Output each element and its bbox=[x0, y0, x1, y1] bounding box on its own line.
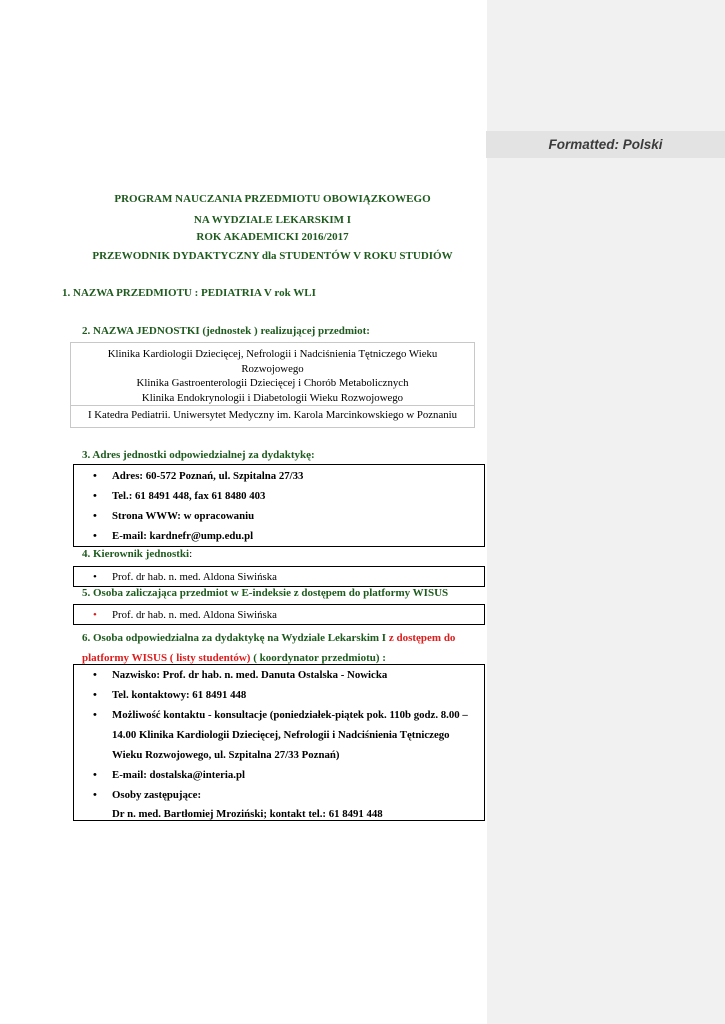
section-6-heading-green: 6. Osoba odpowiedzialna za dydaktykę na Wydziale Lekarskim I bbox=[82, 632, 387, 644]
document-title-line-3: ROK AKADEMICKI 2016/2017 bbox=[196, 231, 349, 243]
unit-line: Rozwojowego bbox=[241, 362, 304, 375]
address-box bbox=[73, 464, 485, 547]
comments-pane-title: Formatted: Polski bbox=[486, 131, 725, 158]
section-4-heading-text: 4. Kierownik jednostki bbox=[82, 548, 190, 560]
section-1-heading: 1. NAZWA PRZEDMIOTU : PEDIATRIA V rok WLI bbox=[62, 287, 316, 299]
document-title-line-2: NA WYDZIALE LEKARSKIM I bbox=[193, 214, 352, 226]
list-item: • E-mail: dostalska@interia.pl bbox=[74, 765, 484, 785]
head-box bbox=[73, 566, 485, 587]
section-2-heading: 2. NAZWA JEDNOSTKI (jednostek ) realizującej przedmiot: bbox=[82, 325, 370, 337]
section-6-heading-red-1: z dostępem do bbox=[386, 632, 456, 644]
unit-line: Klinika Kardiologii Dziecięcej, Nefrologii i Nadciśnienia Tętniczego Wieku bbox=[107, 348, 438, 360]
list-item: • Nazwisko: Prof. dr hab. n. med. Danuta Ostalska - Nowicka bbox=[74, 665, 484, 685]
list-item: • Prof. dr hab. n. med. Aldona Siwińska bbox=[74, 567, 484, 587]
section-6-heading bbox=[82, 628, 487, 668]
section-6-heading-green-2: ( koordynator przedmiotu) : bbox=[250, 652, 386, 664]
substitute-person: Dr n. med. Bartłomiej Mroziński; kontakt tel.: 61 8491 448 bbox=[112, 808, 383, 820]
section-4-heading bbox=[82, 548, 192, 560]
grader-box bbox=[73, 604, 485, 625]
list-item: • Możliwość kontaktu - konsultacje (poniedziałek-piątek pok. 110b godz. 8.00 – 14.00 Klinika Kardiologii Dziecięcej, Nefrologii i Nadciśnienia Tętniczego Wieku Rozwojowego, ul. Szpitalna 27/33 Poznań) bbox=[74, 705, 484, 765]
unit-line: Klinika Endokrynologii i Diabetologii Wieku Rozwojowego bbox=[141, 391, 404, 404]
institution-name: I Katedra Pediatrii. Uniwersytet Medyczny im. Karola Marcinkowskiego w Poznaniu bbox=[71, 405, 474, 426]
list-item: • Strona WWW: w opracowaniu bbox=[74, 506, 484, 526]
unit-line: Klinika Gastroenterologii Dziecięcej i Chorób Metabolicznych bbox=[136, 377, 409, 390]
document-title-line-4: PRZEWODNIK DYDAKTYCZNY dla STUDENTÓW V ROKU STUDIÓW bbox=[92, 250, 453, 262]
list-item: • Tel.: 61 8491 448, fax 61 8480 403 bbox=[74, 486, 484, 506]
units-box bbox=[70, 342, 475, 428]
list-item: • E-mail: kardnefr@ump.edu.pl bbox=[74, 526, 484, 546]
document-title-line-1: PROGRAM NAUCZANIA PRZEDMIOTU OBOWIĄZKOWEGO bbox=[114, 193, 431, 205]
list-item: • Osoby zastępujące: bbox=[74, 785, 484, 805]
section-4-colon: : bbox=[189, 548, 193, 560]
list-item: • Tel. kontaktowy: 61 8491 448 bbox=[74, 685, 484, 705]
section-6-heading-red-2: platformy WISUS ( listy studentów) bbox=[82, 652, 251, 664]
section-5-heading: 5. Osoba zaliczająca przedmiot w E-indeksie z dostępem do platformy WISUS bbox=[82, 587, 449, 599]
section-3-heading: 3. Adres jednostki odpowiedzialnej za dydaktykę: bbox=[82, 449, 315, 461]
list-item: • Adres: 60-572 Poznań, ul. Szpitalna 27/33 bbox=[74, 466, 484, 486]
list-item: • Prof. dr hab. n. med. Aldona Siwińska bbox=[74, 605, 484, 625]
coordinator-box bbox=[73, 664, 485, 821]
